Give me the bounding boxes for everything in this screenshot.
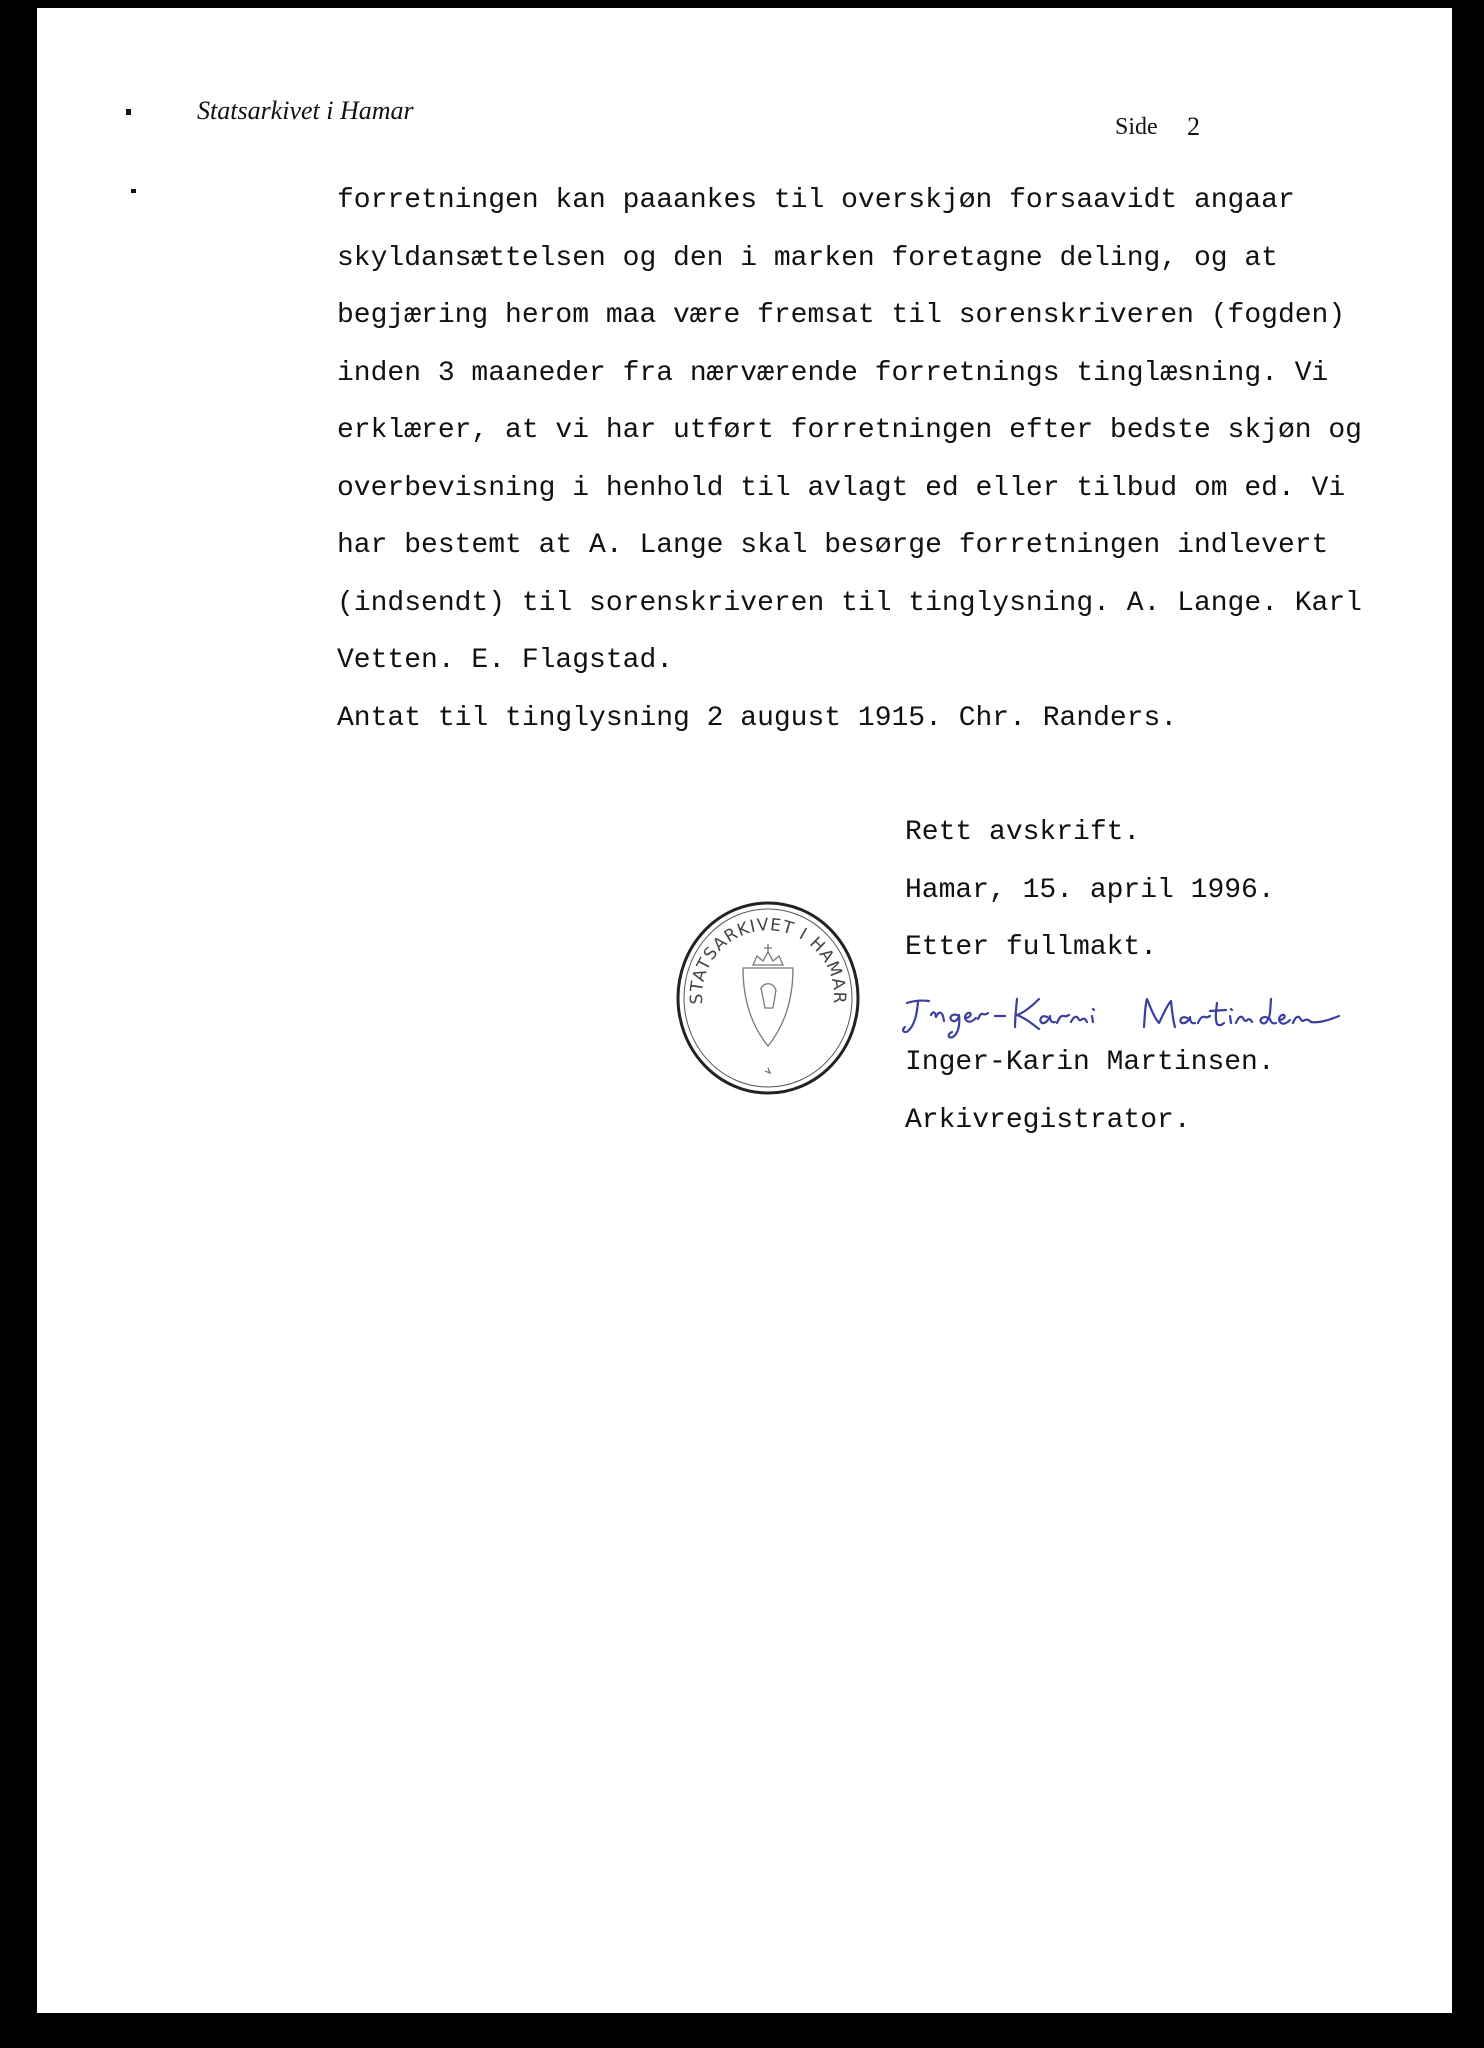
- body-line: Vetten. E. Flagstad.: [337, 645, 674, 676]
- certification-block: [905, 804, 1275, 1149]
- page-label: Side: [1115, 114, 1158, 140]
- signer-title: Arkivregistrator.: [905, 1104, 1191, 1136]
- place-date: Hamar, 15. april 1996.: [905, 874, 1275, 906]
- body-line: overbevisning i henhold til avlagt ed eller tilbud om ed. Vi: [337, 472, 1346, 504]
- body-line: erklærer, at vi har utført forretningen efter bedste skjøn og: [337, 415, 1362, 446]
- svg-text:STATSARKIVET I HAMAR: [687, 915, 849, 1005]
- body-line: Antat til tinglysning 2 august 1915. Chr. Randers.: [337, 702, 1178, 734]
- archive-seal-stamp: [673, 898, 863, 1098]
- margin-mark: [131, 189, 136, 193]
- transcription-body: [337, 172, 1417, 747]
- body-line: har bestemt at A. Lange skal besørge forretningen indlevert: [337, 530, 1329, 561]
- document-page: [37, 8, 1452, 2013]
- body-line: inden 3 maaneder fra nærværende forretnings tinglæsning. Vi: [337, 357, 1329, 389]
- signer-name: Inger-Karin Martinsen.: [905, 1047, 1275, 1078]
- body-line: forretningen kan paaankes til overskjøn forsaavidt angaar: [337, 185, 1295, 216]
- archive-header-title: Statsarkivet i Hamar: [197, 96, 414, 125]
- authority-text: Etter fullmakt.: [905, 932, 1158, 963]
- body-line: skyldansættelsen og den i marken foretagne deling, og at: [337, 242, 1278, 274]
- handwritten-signature: [899, 985, 1349, 1045]
- body-line: (indsendt) til sorenskriveren til tinglysning. A. Lange. Karl: [337, 587, 1362, 619]
- seal-text: STATSARKIVET I HAMAR: [686, 915, 850, 1005]
- certification-text: Rett avskrift.: [905, 817, 1141, 848]
- margin-mark: [126, 109, 131, 115]
- body-line: begjæring herom maa være fremsat til sorenskriveren (fogden): [337, 300, 1346, 331]
- page-number: 2: [1187, 112, 1200, 141]
